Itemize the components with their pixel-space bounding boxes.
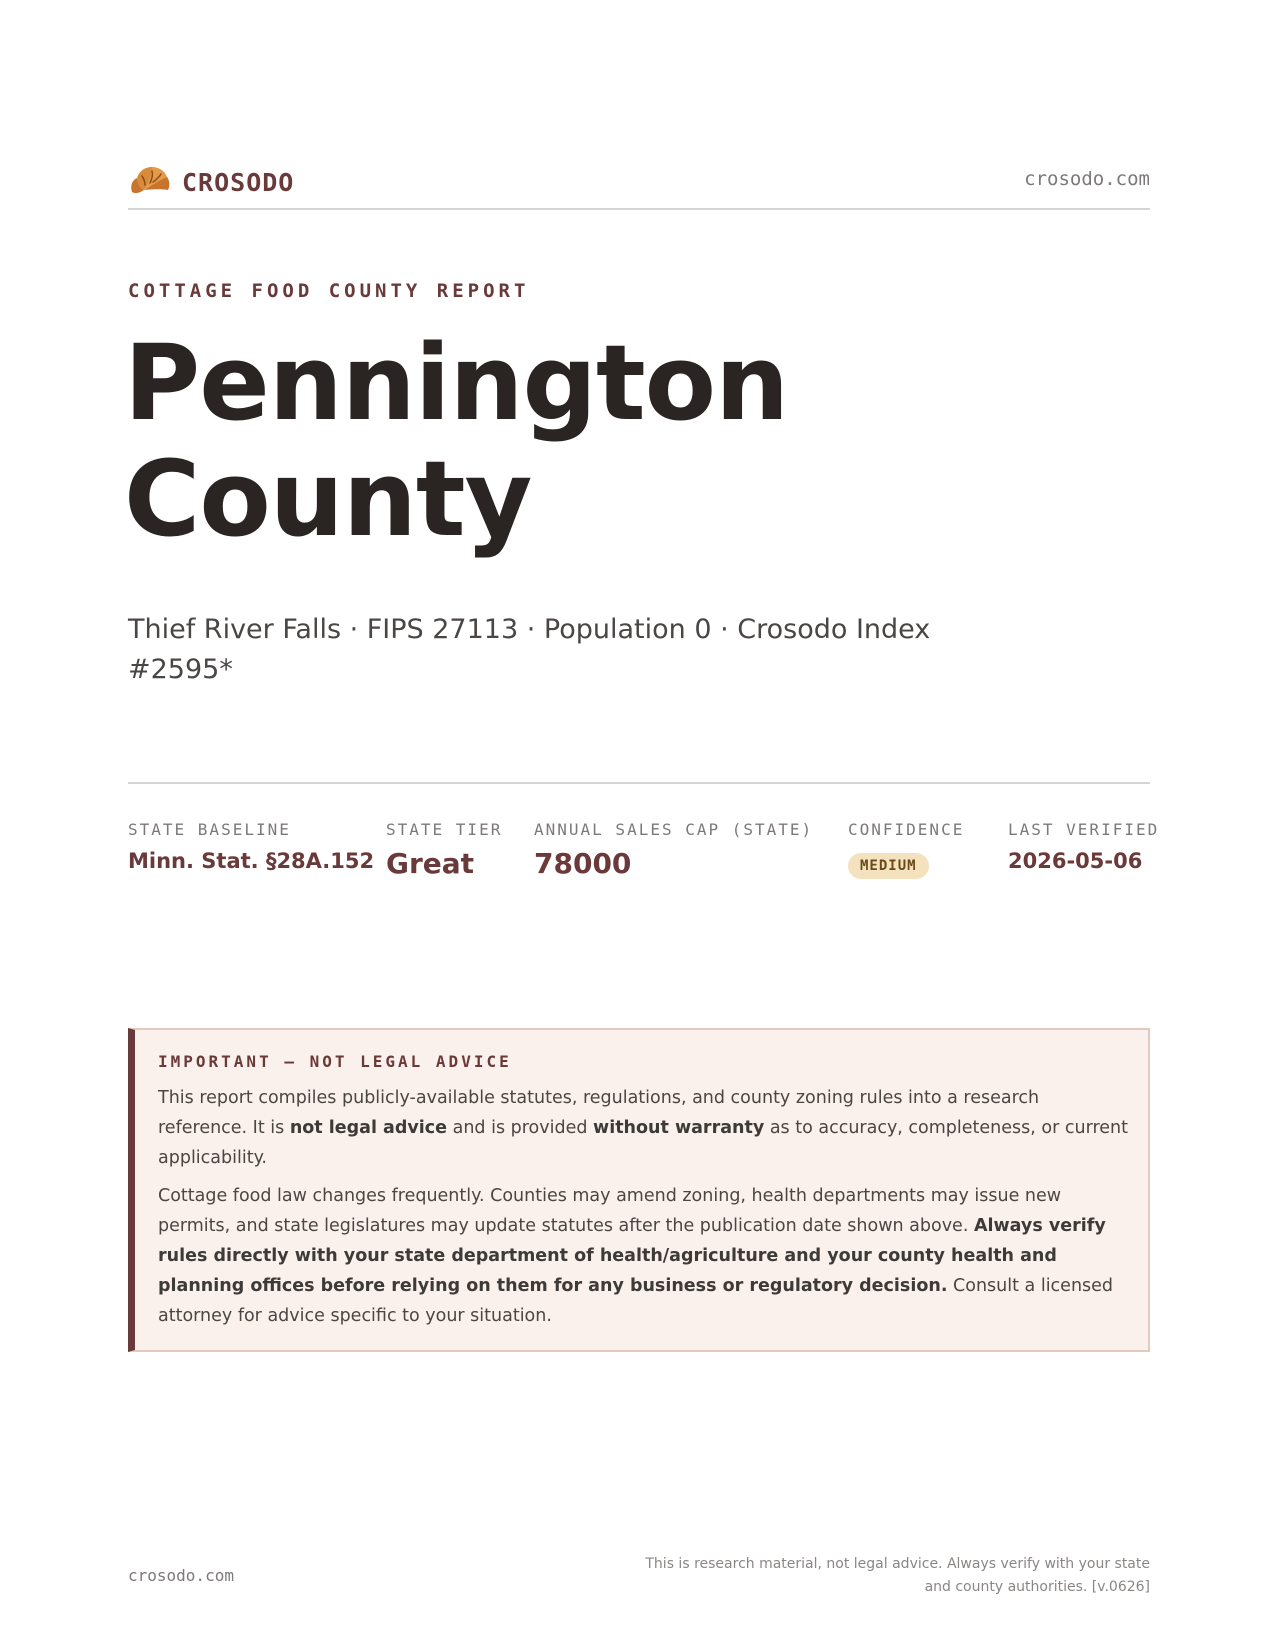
- report-page: [124, 0, 1160, 1650]
- stat-label: ANNUAL SALES CAP (STATE): [534, 820, 814, 839]
- stat-value: 78000: [534, 847, 632, 880]
- stat-label: STATE TIER: [386, 820, 503, 839]
- report-kicker: COTTAGE FOOD COUNTY REPORT: [128, 280, 530, 302]
- brand-name: CROSODO: [182, 167, 295, 197]
- croissant-icon: [128, 162, 172, 202]
- site-link[interactable]: crosodo.com: [1024, 168, 1150, 190]
- footer-site-link[interactable]: crosodo.com: [128, 1566, 234, 1585]
- brand[interactable]: [128, 162, 294, 202]
- notice-text: and is provided: [447, 1118, 594, 1138]
- stat-last-verified: [1008, 820, 1159, 873]
- footer-disclaimer: This is research material, not legal advice. Always verify with your state and county authorities. [v.0626]: [645, 1556, 1150, 1595]
- legal-notice: [128, 1028, 1150, 1352]
- notice-heading: IMPORTANT — NOT LEGAL ADVICE: [158, 1052, 512, 1071]
- notice-paragraph: [158, 1083, 1128, 1173]
- notice-emphasis: Always verify rules directly with your state department of health/agriculture and your county health and planning offices before relying on them for any business or regulatory decision.: [158, 1216, 1106, 1296]
- stat-sales-cap: [534, 820, 813, 880]
- stat-value: 2026-05-06: [1008, 849, 1143, 873]
- county-subtitle: Thief River Falls · FIPS 27113 · Population 0 · Crosodo Index #2595*: [128, 614, 931, 685]
- notice-text: This report compiles publicly-available statutes, regulations, and county zoning rules into a research reference. It is: [158, 1088, 1040, 1138]
- notice-text: Consult a licensed attorney for advice specific to your situation.: [158, 1276, 1114, 1326]
- section-divider: [128, 782, 1150, 784]
- notice-text: as to accuracy, completeness, or current applicability.: [158, 1118, 1128, 1168]
- stat-state-tier: [386, 820, 502, 880]
- stat-label: STATE BASELINE: [128, 820, 291, 839]
- stat-value: Minn. Stat. §28A.152: [128, 849, 375, 873]
- notice-paragraph: [158, 1181, 1128, 1331]
- notice-emphasis: without warranty: [593, 1118, 765, 1138]
- stat-value: Great: [386, 847, 475, 880]
- stat-label: LAST VERIFIED: [1008, 820, 1160, 839]
- page-header: [128, 158, 1150, 210]
- page-title: Pennington County: [124, 322, 789, 560]
- notice-text: Cottage food law changes frequently. Counties may amend zoning, health departments may issue new permits, and state legislatures may update statutes after the publication date shown above.: [158, 1186, 1062, 1236]
- confidence-badge: MEDIUM: [848, 853, 929, 879]
- notice-emphasis: not legal advice: [289, 1118, 448, 1138]
- stat-state-baseline: [128, 820, 374, 873]
- stat-confidence: [848, 820, 964, 879]
- stat-label: CONFIDENCE: [848, 820, 965, 839]
